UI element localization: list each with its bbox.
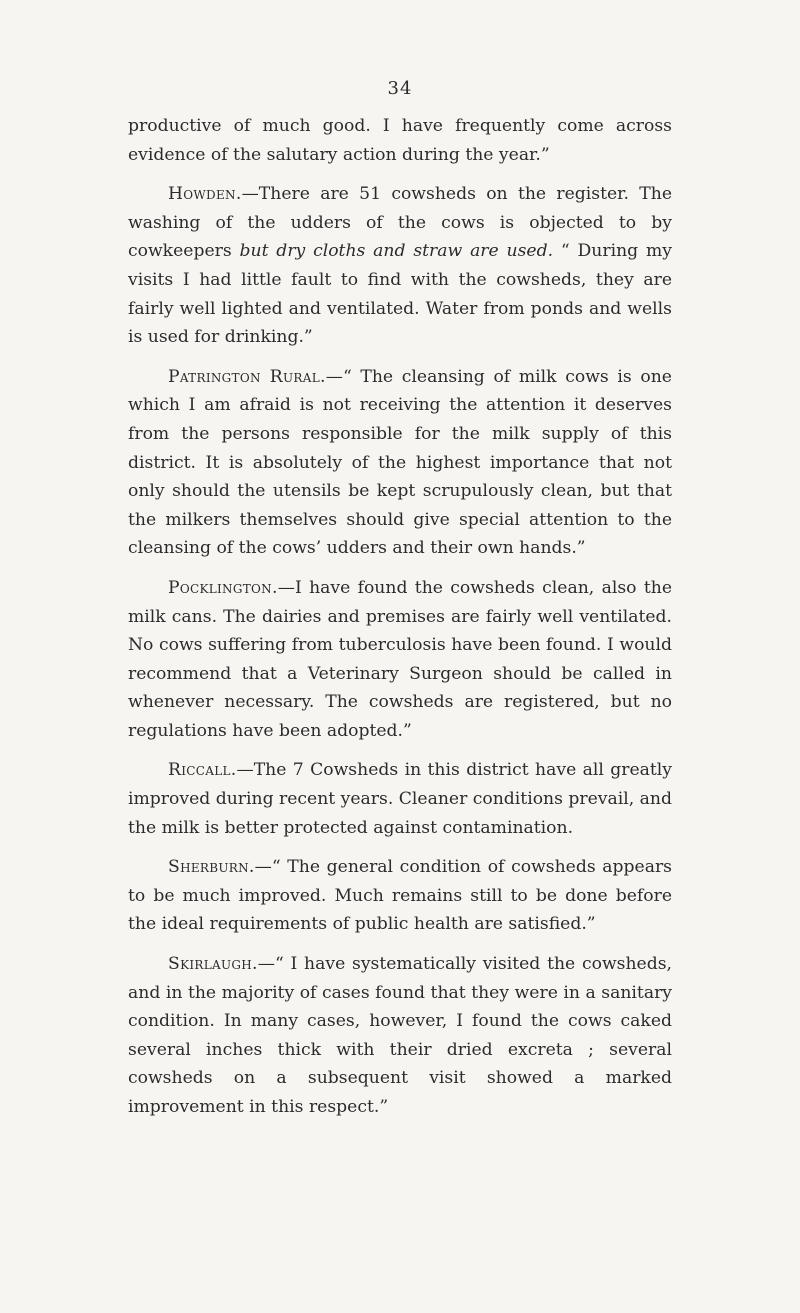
paragraph-text: —The 7 Cowsheds in this district have all greatly improved during recent years. Cleaner conditions prevail, and the milk is better protected against contamination. <box>128 760 672 838</box>
paragraph-text: productive of much good. I have frequently come across evidence of the salutary action during the year.” <box>128 116 672 165</box>
paragraph-patrington-rural <box>128 363 672 563</box>
italic-phrase: but dry cloths and straw are used. <box>239 241 554 262</box>
district-name: Skirlaugh. <box>168 954 258 975</box>
paragraph-howden <box>128 180 672 352</box>
district-name: Pocklington. <box>168 577 278 598</box>
page-number: 34 <box>387 78 413 99</box>
paragraph-pocklington <box>128 574 672 746</box>
paragraph-text: —“ The general condition of cowsheds appears to be much improved. Much remains still to be done before the ideal requirements of public health are satisfied.” <box>128 857 672 935</box>
paragraph-sherburn <box>128 853 672 939</box>
district-name: Patrington Rural. <box>168 366 326 387</box>
paragraph-text: —“ The cleansing of milk cows is one which I am afraid is not receiving the attention it deserves from the persons responsible for the milk supply of this district. It is absolutely of the highest importance that not only should the utensils be kept scrupulously clean, but that the milkers themselves should give special attention to the cleansing of the cows’ udders and their own hands.” <box>128 366 672 559</box>
paragraph-text: —“ I have systematically visited the cowsheds, and in the majority of cases found that they were in a sanitary condition. In many cases, however, I found the cows caked several inches thick with their dried excreta ; several cowsheds on a subsequent visit showed a marked improvement in this respect.” <box>128 954 672 1117</box>
district-name: Riccall. <box>168 760 237 781</box>
district-name: Howden. <box>168 184 242 205</box>
paragraph-text: —I have found the cowsheds clean, also the milk cans. The dairies and premises are fairly well ventilated. No cows suffering from tuberculosis have been found. I would recommend that a Veterinary Surgeon should be called in whenever necessary. The cowsheds are registered, but no regulations have been adopted.” <box>128 577 672 741</box>
paragraph-text: —There are 51 cowsheds on the register. The washing of the udders of the cows is objected to by cowkeepers <box>128 184 672 262</box>
paragraph-skirlaugh <box>128 950 672 1122</box>
district-name: Sherburn. <box>168 857 255 878</box>
paragraph-continuation <box>128 112 672 169</box>
paragraph-text: “ During my visits I had little fault to find with the cowsheds, they are fairly well lighted and ventilated. Water from ponds and wells is used for drinking.” <box>128 241 672 348</box>
paragraph-riccall <box>128 756 672 842</box>
body-text <box>128 112 672 1133</box>
